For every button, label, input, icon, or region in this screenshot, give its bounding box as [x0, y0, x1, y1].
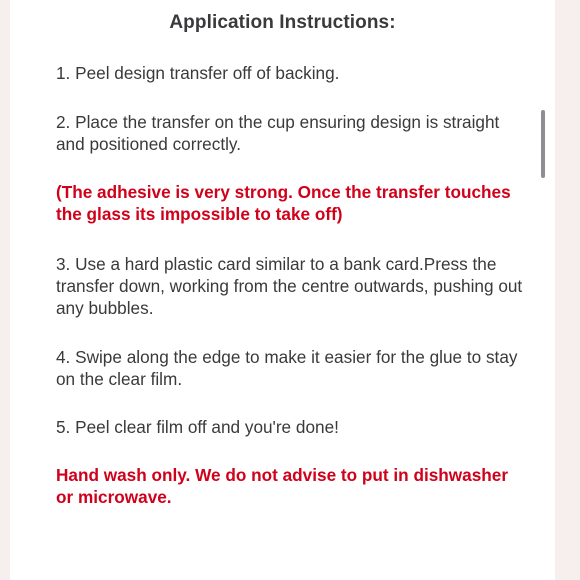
step-4: 4. Swipe along the edge to make it easier for the glue to stay on the clear film. [56, 347, 518, 389]
care-warning: Hand wash only. We do not advise to put in dishwasher or microwave. [56, 465, 509, 507]
step-5: 5. Peel clear film off and you're done! [56, 417, 339, 437]
adhesive-warning: (The adhesive is very strong. Once the transfer touches the glass its impossible to take off) [56, 182, 511, 224]
step-2: 2. Place the transfer on the cup ensuring design is straight and positioned correctly. [56, 112, 500, 154]
step-3: 3. Use a hard plastic card similar to a bank card.Press the transfer down, working from the centre outwards, pushing out any bubbles. [56, 254, 523, 318]
instructions-panel [10, 0, 555, 580]
scrollbar[interactable] [541, 110, 545, 178]
page-title: Application Instructions: [169, 12, 396, 33]
step-1: 1. Peel design transfer off of backing. [56, 63, 340, 83]
